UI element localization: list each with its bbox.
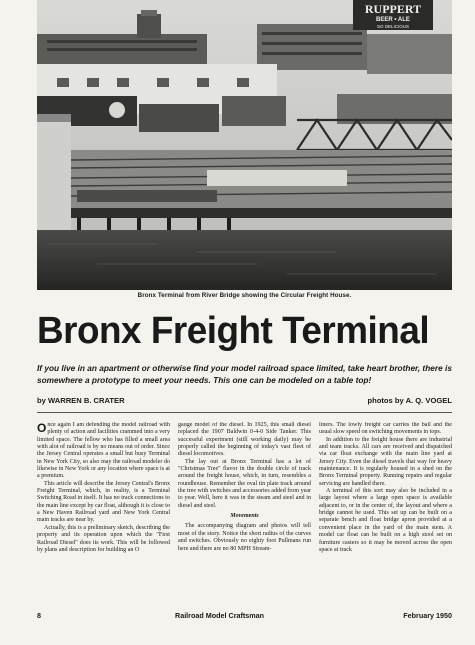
- body-column-2: [178, 422, 311, 602]
- sign-products: BEER • ALE: [376, 17, 410, 23]
- body-paragraph: gauge model of the diesel. In 1925, this small diesel replaced the 1907 Baldwin 0-4-0 Side Tanker. This successful experiment (still working daily) may be properly called the beginning of today's vast fleet of diesel locomotives.: [178, 422, 311, 458]
- body-paragraph: [37, 422, 170, 481]
- article-body: [37, 422, 452, 602]
- drop-cap: O: [37, 422, 47, 435]
- body-paragraph: A terminal of this sort may also be included in a large layout where a large open space is available adjacent to, or in the center of, the layout and where a bridge cannot be used. This set up can be built on a separate bench and float bridge apron provided at a convenient place in the yard of the main stem. A model car float can be built on a high stool set on furniture casters so it may be moved across the open space at track: [319, 488, 452, 553]
- page-number: 8: [37, 611, 41, 620]
- body-paragraph: This article will describe the Jersey Central's Bronx Freight Terminal, which, in reality, is a Terminal Switching Road in itself. It has no track connections to the main line except by car float, although it is close to a New Haven Railroad yard and New York Central main tracks are near by.: [37, 480, 170, 524]
- article-deck: If you live in an apartment or otherwise find your model railroad space limited, take heart brother, there is somewhere a prototype to meet your needs. This one can be modeled on a table top!: [37, 363, 452, 385]
- photographer-byline: photos by A. Q. VOGEL: [367, 396, 452, 405]
- terminal-photo-illustration: [37, 0, 452, 290]
- body-column-3: [319, 422, 452, 602]
- photo-caption: Bronx Terminal from River Bridge showing the Circular Freight House.: [137, 292, 352, 299]
- body-paragraph: Actually, this is a preliminary sketch, describing the property and its operation upon which the "First Railroad Diesel" does its work. This will be followed by plans and description for building an O: [37, 524, 170, 553]
- article-headline: Bronx Freight Terminal: [37, 310, 430, 352]
- magazine-name: Railroad Model Craftsman: [175, 611, 265, 620]
- author-byline: by WARREN B. CRATER: [37, 396, 125, 405]
- section-subhead: Movements: [230, 513, 259, 520]
- paragraph-text: nce again I am defending the model railroad with plenty of action and facilities crammed into a very limited space. The fellow who has filled a small area with alot of railroad is by no means out of order. Since the Jersey Central operates a small but busy Terminal in New York City, so also may the railroad modeler do likewise in New York or any location where space is at a premium.: [37, 422, 170, 480]
- sign-slogan: SO DELICIOUS: [376, 24, 410, 29]
- issue-date: February 1950: [403, 611, 452, 620]
- ruppert-sign: [353, 0, 433, 30]
- body-paragraph: The lay out at Bronx Terminal has a lot of "Christmas Tree" flavor in the double circle of track around the freight house, which, in turn, resembles a roundhouse. Remember the oval tin plate track around the tree with switches and accessories added from year to year. Well, here it was in the steam and steel and in diesel and steel.: [178, 458, 311, 509]
- terminal-photograph: [37, 0, 452, 290]
- body-paragraph: The accompanying diagram and photos will tell most of the story. Notice the short radius of the curves and switches. Obviously no eighty foot Pullmans run here and there are no 80 MPH Stream-: [178, 523, 311, 552]
- body-paragraph: liners. The lowly freight car carries the ball and the usual slow speed on switching movements in tops.: [319, 422, 452, 436]
- body-paragraph: In addition to the freight house there are industrial and team tracks. All cars are received and dispatched via car float exchange with the main line yard at Jersey City. Even the diesel travels that way for heavy maintenance. It is regularly housed in a shed on the Bronx Terminal property. Running repairs and regular servicing are handled there.: [319, 436, 452, 487]
- sign-brand: RUPPERT: [364, 2, 422, 16]
- body-column-1: [37, 422, 170, 602]
- divider-rule: [37, 412, 452, 413]
